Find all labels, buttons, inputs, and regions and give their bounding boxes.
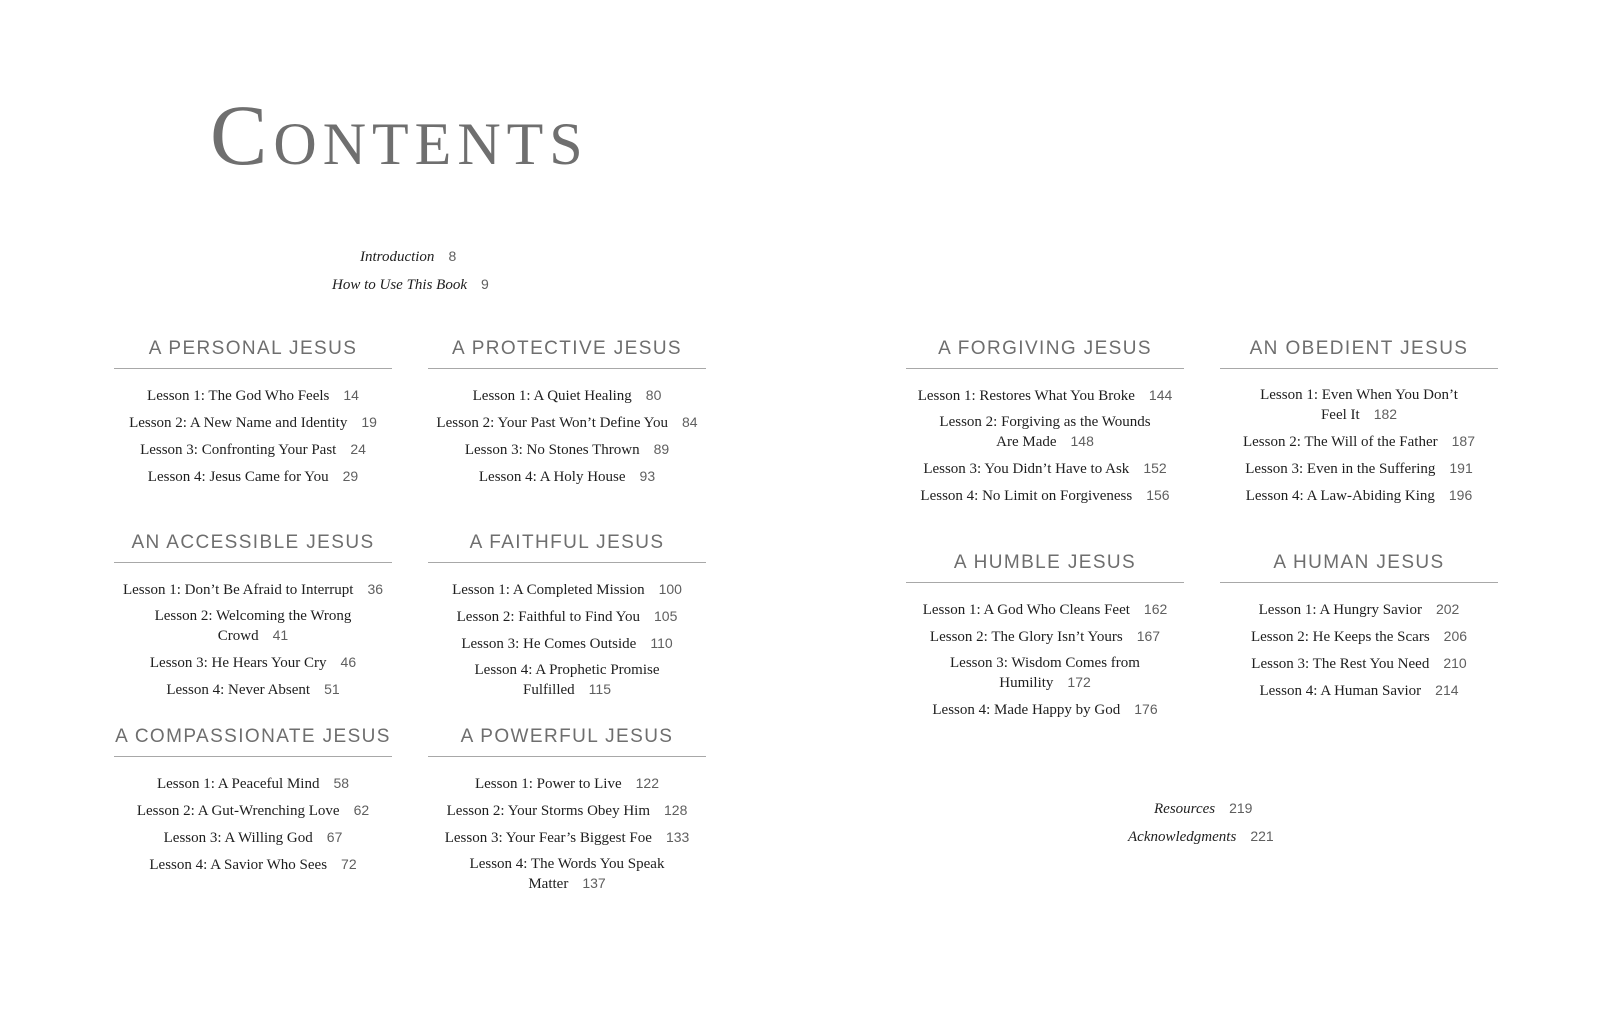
toc-section [906, 338, 1184, 513]
toc-section [428, 726, 706, 901]
lesson-title: Lesson 4: A Prophetic Promise Fulfilled [474, 662, 660, 698]
lesson-page-number: 105 [654, 608, 678, 624]
lesson-page-number: 187 [1451, 433, 1475, 449]
lesson-title: Lesson 1: Don’t Be Afraid to Interrupt [122, 582, 354, 598]
lesson-page-number: 100 [658, 581, 682, 597]
toc-entry-acknowledgments[interactable] [1128, 828, 1274, 846]
entry-page-number: 9 [481, 276, 489, 292]
lesson-entry[interactable] [906, 459, 1184, 479]
lesson-title: Lesson 4: No Limit on Forgiveness [920, 488, 1133, 504]
lesson-entry[interactable] [428, 386, 706, 406]
lesson-page-number: 162 [1143, 601, 1168, 617]
lesson-title: Lesson 3: Wisdom Comes from [950, 655, 1140, 671]
lesson-page-number: 191 [1449, 460, 1473, 476]
toc-section [428, 338, 706, 494]
lesson-entry[interactable] [1220, 600, 1498, 620]
lesson-title-continued: Are Made [996, 434, 1057, 450]
lesson-title: Lesson 2: He Keeps the Scars [1250, 629, 1430, 645]
lesson-title: Lesson 1: Power to Live [474, 776, 622, 792]
lesson-title: Lesson 2: Your Storms Obey Him [446, 803, 650, 819]
lesson-title: Lesson 4: A Holy House [478, 469, 626, 485]
lesson-page-number: 210 [1443, 655, 1467, 671]
lesson-title: Lesson 2: The Will of the Father [1242, 434, 1438, 450]
lesson-entry[interactable] [114, 607, 392, 646]
entry-label: Introduction [360, 249, 435, 265]
lesson-title: Lesson 2: The Glory Isn’t Yours [929, 629, 1123, 645]
toc-entry-how-to-use[interactable] [332, 276, 489, 294]
lesson-page-number: 84 [682, 414, 698, 430]
lesson-entry[interactable] [114, 680, 392, 700]
lesson-entry[interactable] [428, 855, 706, 894]
lesson-title: Lesson 1: Even When You Don’t [1260, 387, 1458, 403]
lesson-title: Lesson 2: Welcoming the Wrong Crowd [154, 608, 352, 644]
lesson-page-number: 72 [341, 856, 357, 872]
section-heading: A FORGIVING JESUS [906, 338, 1184, 369]
lesson-page-number: 152 [1143, 460, 1167, 476]
lesson-title: Lesson 3: Confronting Your Past [140, 442, 337, 458]
contents-title: Contents [210, 87, 589, 183]
toc-entry-introduction[interactable] [360, 248, 456, 266]
lesson-entry[interactable] [906, 654, 1184, 693]
lesson-page-number: 46 [340, 654, 357, 670]
lesson-entry[interactable] [906, 700, 1184, 720]
lesson-entry[interactable] [114, 653, 392, 673]
section-heading: A COMPASSIONATE JESUS [114, 726, 392, 757]
lesson-title: Lesson 1: Restores What You Broke [917, 388, 1135, 404]
lesson-entry[interactable] [1220, 654, 1498, 674]
lesson-entry[interactable] [428, 607, 706, 627]
lesson-page-number: 176 [1134, 701, 1158, 717]
lesson-page-number: 133 [665, 829, 690, 845]
entry-label: Resources [1154, 801, 1216, 817]
lesson-entry[interactable] [114, 386, 392, 406]
lesson-entry[interactable] [428, 634, 706, 654]
lesson-title: Lesson 1: A God Who Cleans Feet [922, 602, 1130, 618]
lesson-entry[interactable] [906, 627, 1184, 647]
lesson-title: Lesson 3: Even in the Suffering [1245, 461, 1436, 477]
lesson-page-number: 19 [361, 414, 377, 430]
lesson-entry[interactable] [906, 486, 1184, 506]
lesson-page-number: 24 [350, 441, 366, 457]
lesson-page-number: 128 [664, 802, 688, 818]
lesson-entry[interactable] [906, 600, 1184, 620]
lesson-page-number: 51 [324, 681, 340, 697]
lesson-entry[interactable] [428, 413, 706, 433]
lesson-title: Lesson 1: A Completed Mission [452, 582, 645, 598]
lesson-page-number: 122 [635, 775, 659, 791]
lesson-title: Lesson 1: A Quiet Healing [472, 388, 632, 404]
lesson-page-number: 14 [343, 387, 359, 403]
lesson-entry[interactable] [114, 855, 392, 875]
lesson-page-number: 167 [1136, 628, 1161, 644]
lesson-page-number: 67 [326, 829, 343, 845]
lesson-title: Lesson 2: Your Past Won’t Define You [436, 415, 669, 431]
lesson-entry[interactable] [1220, 432, 1498, 452]
lesson-page-number: 115 [588, 681, 611, 697]
lesson-entry[interactable] [428, 774, 706, 794]
lesson-title: Lesson 1: A Hungry Savior [1258, 602, 1422, 618]
lesson-page-number: 41 [272, 627, 289, 643]
lesson-page-number: 80 [645, 387, 662, 403]
lesson-entry[interactable] [428, 440, 706, 460]
lesson-entry[interactable] [114, 801, 392, 821]
lesson-entry[interactable] [1220, 486, 1498, 506]
lesson-page-number: 206 [1443, 628, 1468, 644]
lesson-page-number: 137 [582, 875, 606, 891]
section-heading: A HUMBLE JESUS [906, 552, 1184, 583]
lesson-title: Lesson 4: A Law-Abiding King [1245, 488, 1435, 504]
lesson-title: Lesson 1: A Peaceful Mind [156, 776, 320, 792]
toc-section [428, 532, 706, 707]
lesson-page-number: 196 [1448, 487, 1473, 503]
lesson-entry[interactable] [114, 774, 392, 794]
section-heading: AN ACCESSIBLE JESUS [114, 532, 392, 563]
lesson-entry[interactable] [906, 413, 1184, 452]
lesson-title: Lesson 3: The Rest You Need [1251, 656, 1430, 672]
lesson-entry[interactable] [1220, 627, 1498, 647]
lesson-page-number: 202 [1435, 601, 1460, 617]
lesson-page-number: 93 [639, 468, 656, 484]
lesson-entry[interactable] [114, 828, 392, 848]
lesson-page-number: 89 [653, 441, 670, 457]
section-heading: A FAITHFUL JESUS [428, 532, 706, 563]
toc-section [114, 532, 392, 707]
section-heading: A HUMAN JESUS [1220, 552, 1498, 583]
lesson-entry[interactable] [428, 828, 706, 848]
toc-section [1220, 338, 1498, 513]
entry-page-number: 8 [448, 248, 457, 264]
lesson-title: Lesson 4: Made Happy by God [932, 702, 1121, 718]
lesson-entry[interactable] [114, 580, 392, 600]
toc-section [1220, 552, 1498, 708]
section-heading: A PROTECTIVE JESUS [428, 338, 706, 369]
lesson-entry[interactable] [428, 801, 706, 821]
lesson-title: Lesson 4: A Human Savior [1259, 683, 1422, 699]
section-heading: AN OBEDIENT JESUS [1220, 338, 1498, 369]
lesson-title-continued: Feel It [1320, 407, 1360, 423]
lesson-page-number: 148 [1070, 433, 1094, 449]
lesson-page-number: 62 [353, 802, 370, 818]
lesson-title: Lesson 4: Never Absent [166, 682, 311, 698]
lesson-page-number: 156 [1146, 487, 1170, 503]
lesson-title: Lesson 4: The Words You Speak Matter [469, 856, 665, 892]
lesson-page-number: 58 [333, 775, 350, 791]
lesson-entry[interactable] [114, 467, 392, 487]
lesson-title-continued: Humility [999, 675, 1054, 691]
lesson-entry[interactable] [1220, 459, 1498, 479]
lesson-title: Lesson 3: No Stones Thrown [464, 442, 640, 458]
lesson-entry[interactable] [1220, 386, 1498, 425]
lesson-page-number: 36 [367, 581, 384, 597]
toc-section [906, 552, 1184, 727]
lesson-title: Lesson 3: You Didn’t Have to Ask [923, 461, 1130, 477]
lesson-page-number: 144 [1148, 387, 1173, 403]
lesson-title: Lesson 1: The God Who Feels [147, 388, 330, 404]
toc-entry-resources[interactable] [1154, 800, 1252, 818]
entry-page-number: 219 [1229, 800, 1253, 816]
lesson-page-number: 110 [650, 635, 673, 651]
lesson-title: Lesson 4: A Savior Who Sees [149, 857, 328, 873]
toc-section [114, 726, 392, 882]
lesson-title: Lesson 3: He Hears Your Cry [149, 655, 327, 671]
lesson-page-number: 29 [342, 468, 359, 484]
entry-label: How to Use This Book [332, 277, 467, 293]
lesson-entry[interactable] [114, 413, 392, 433]
entry-label: Acknowledgments [1128, 829, 1237, 845]
entry-page-number: 221 [1250, 828, 1274, 844]
lesson-page-number: 182 [1373, 406, 1398, 422]
lesson-entry[interactable] [428, 467, 706, 487]
lesson-title: Lesson 2: A Gut-Wrenching Love [136, 803, 340, 819]
lesson-entry[interactable] [428, 580, 706, 600]
lesson-page-number: 172 [1067, 674, 1091, 690]
lesson-title: Lesson 2: A New Name and Identity [129, 415, 348, 431]
lesson-title: Lesson 3: He Comes Outside [461, 636, 637, 652]
toc-section [114, 338, 392, 494]
lesson-title: Lesson 3: A Willing God [163, 830, 313, 846]
lesson-entry[interactable] [906, 386, 1184, 406]
lesson-page-number: 214 [1435, 682, 1459, 698]
lesson-entry[interactable] [1220, 681, 1498, 701]
section-heading: A POWERFUL JESUS [428, 726, 706, 757]
lesson-title: Lesson 3: Your Fear’s Biggest Foe [444, 830, 652, 846]
section-heading: A PERSONAL JESUS [114, 338, 392, 369]
lesson-entry[interactable] [428, 661, 706, 700]
lesson-title: Lesson 4: Jesus Came for You [147, 469, 329, 485]
lesson-title: Lesson 2: Faithful to Find You [456, 609, 640, 625]
lesson-entry[interactable] [114, 440, 392, 460]
lesson-title: Lesson 2: Forgiving as the Wounds [939, 414, 1151, 430]
